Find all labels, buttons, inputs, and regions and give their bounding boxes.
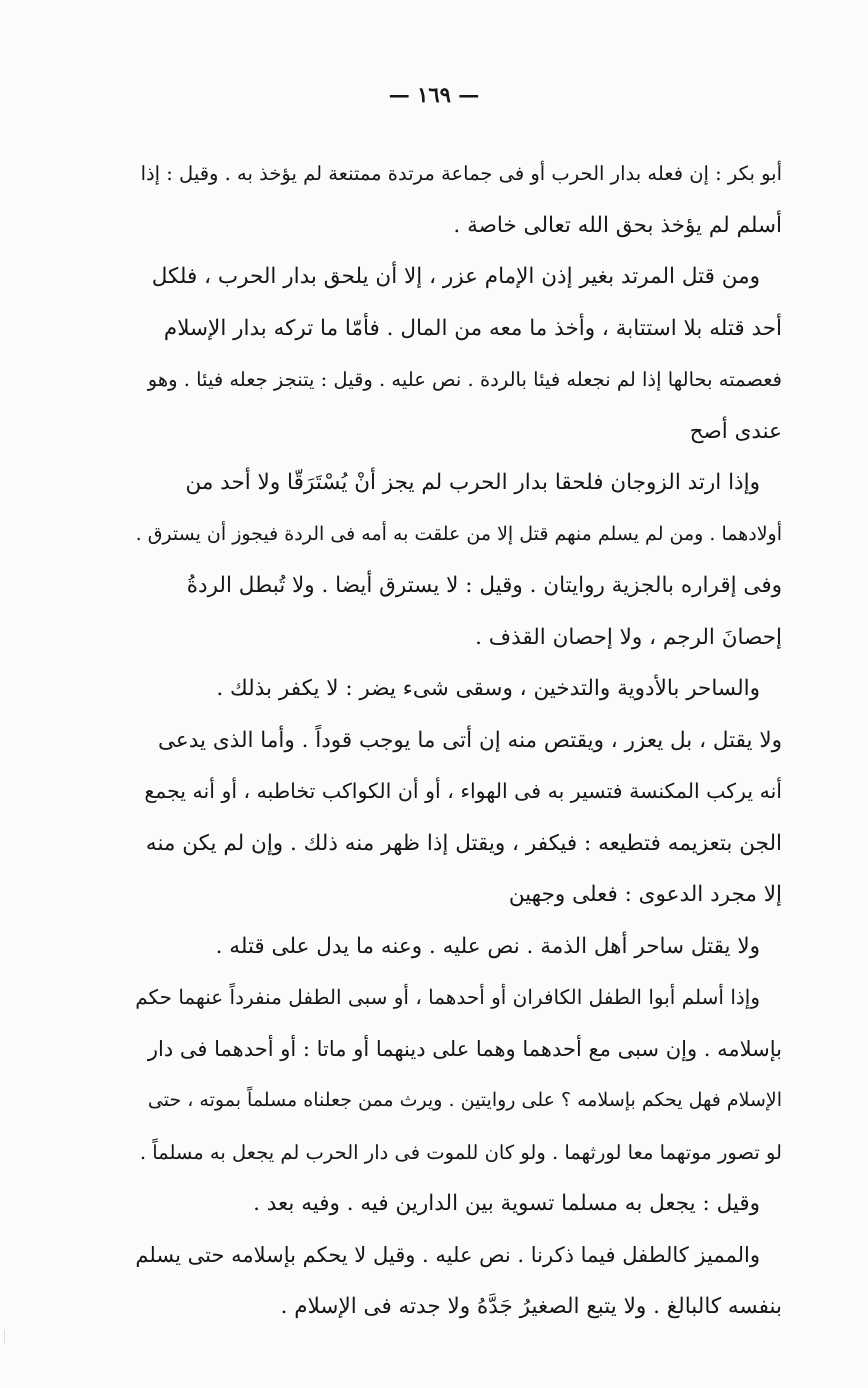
text-line: الإسلام فهل يحكم بإسلامه ؟ على روايتين . ويرث ممن جعلناه مسلماً بموته ، حتى: [147, 1089, 782, 1111]
page-number: — ١٦٩ —: [388, 82, 480, 107]
text-line: إحصانَ الرجم ، ولا إحصان القذف .: [475, 624, 782, 650]
text-line: والساحر بالأدوية والتدخين ، وسقى شىء يضر : لا يكفر بذلك .: [216, 676, 760, 701]
text-line: فعصمته بحالها إذا لم نجعله فيئا بالردة . نص عليه . وقيل : يتنجز جعله فيئا . وهو: [147, 368, 782, 391]
scan-edge-mark: [4, 1330, 11, 1344]
text-line: أبو بكر : إن فعله بدار الحرب أو فى جماعة مرتدة ممتنعة لم يؤخذ به . وقيل : إذا: [140, 162, 782, 185]
text-line: عندى أصح: [689, 418, 782, 444]
text-line: ومن قتل المرتد بغير إذن الإمام عزر ، إلا أن يلحق بدار الحرب ، فلكل: [151, 264, 760, 289]
text-line: وقيل : يجعل به مسلما تسوية بين الدارين فيه . وفيه بعد .: [253, 1191, 760, 1216]
text-line: ولا يقتل ، بل يعزر ، ويقتص منه إن أتى ما يوجب قوداً . وأما الذى يدعى: [157, 727, 782, 753]
text-line: أنه يركب المكنسة فتسير به فى الهواء ، أو أن الكواكب تخاطبه ، أو أنه يجمع: [144, 779, 782, 803]
text-line: بنفسه كالبالغ . ولا يتبع الصغيرُ جَدَّهُ ولا جدته فى الإسلام .: [280, 1294, 782, 1319]
text-line: أولادهما . ومن لم يسلم منهم قتل إلا من علقت به أمه فى الردة فيجوز أن يسترق .: [135, 522, 782, 545]
text-line: والمميز كالطفل فيما ذكرنا . نص عليه . وقيل لا يحكم بإسلامه حتى يسلم: [135, 1242, 760, 1267]
text-line: وفى إقراره بالجزية روايتان . وقيل : لا يسترق أيضا . ولا تُبطل الردةُ: [186, 573, 782, 598]
text-line: وإذا أسلم أبوا الطفل الكافران أو أحدهما ، أو سبى الطفل منفرداً عنهما حكم: [135, 985, 760, 1009]
text-line: لو تصور موتهما معا لورثهما . ولو كان للموت فى دار الحرب لم يجعل به مسلماً .: [139, 1140, 782, 1164]
text-line: أحد قتله بلا استتابة ، وأخذ ما معه من المال . فأمّا ما تركه بدار الإسلام: [163, 315, 782, 341]
text-line: إلا مجرد الدعوى : فعلى وجهين: [508, 882, 782, 907]
text-line: أسلم لم يؤخذ بحق الله تعالى خاصة .: [453, 212, 782, 238]
text-line: بإسلامه . وإن سبى مع أحدهما وهما على دينهما أو ماتا : أو أحدهما فى دار: [147, 1036, 782, 1061]
text-line: الجن بتعزيمه فتطيعه : فيكفر ، ويقتل إذا ظهر منه ذلك . وإن لم يكن منه: [145, 830, 782, 856]
page-body-text: [134, 148, 782, 1333]
text-line: ولا يقتل ساحر أهل الذمة . نص عليه . وعنه ما يدل على قتله .: [215, 933, 760, 959]
text-line: وإذا ارتد الزوجان فلحقا بدار الحرب لم يجز أنْ يُسْتَرَقّا ولا أحد من: [185, 470, 760, 495]
